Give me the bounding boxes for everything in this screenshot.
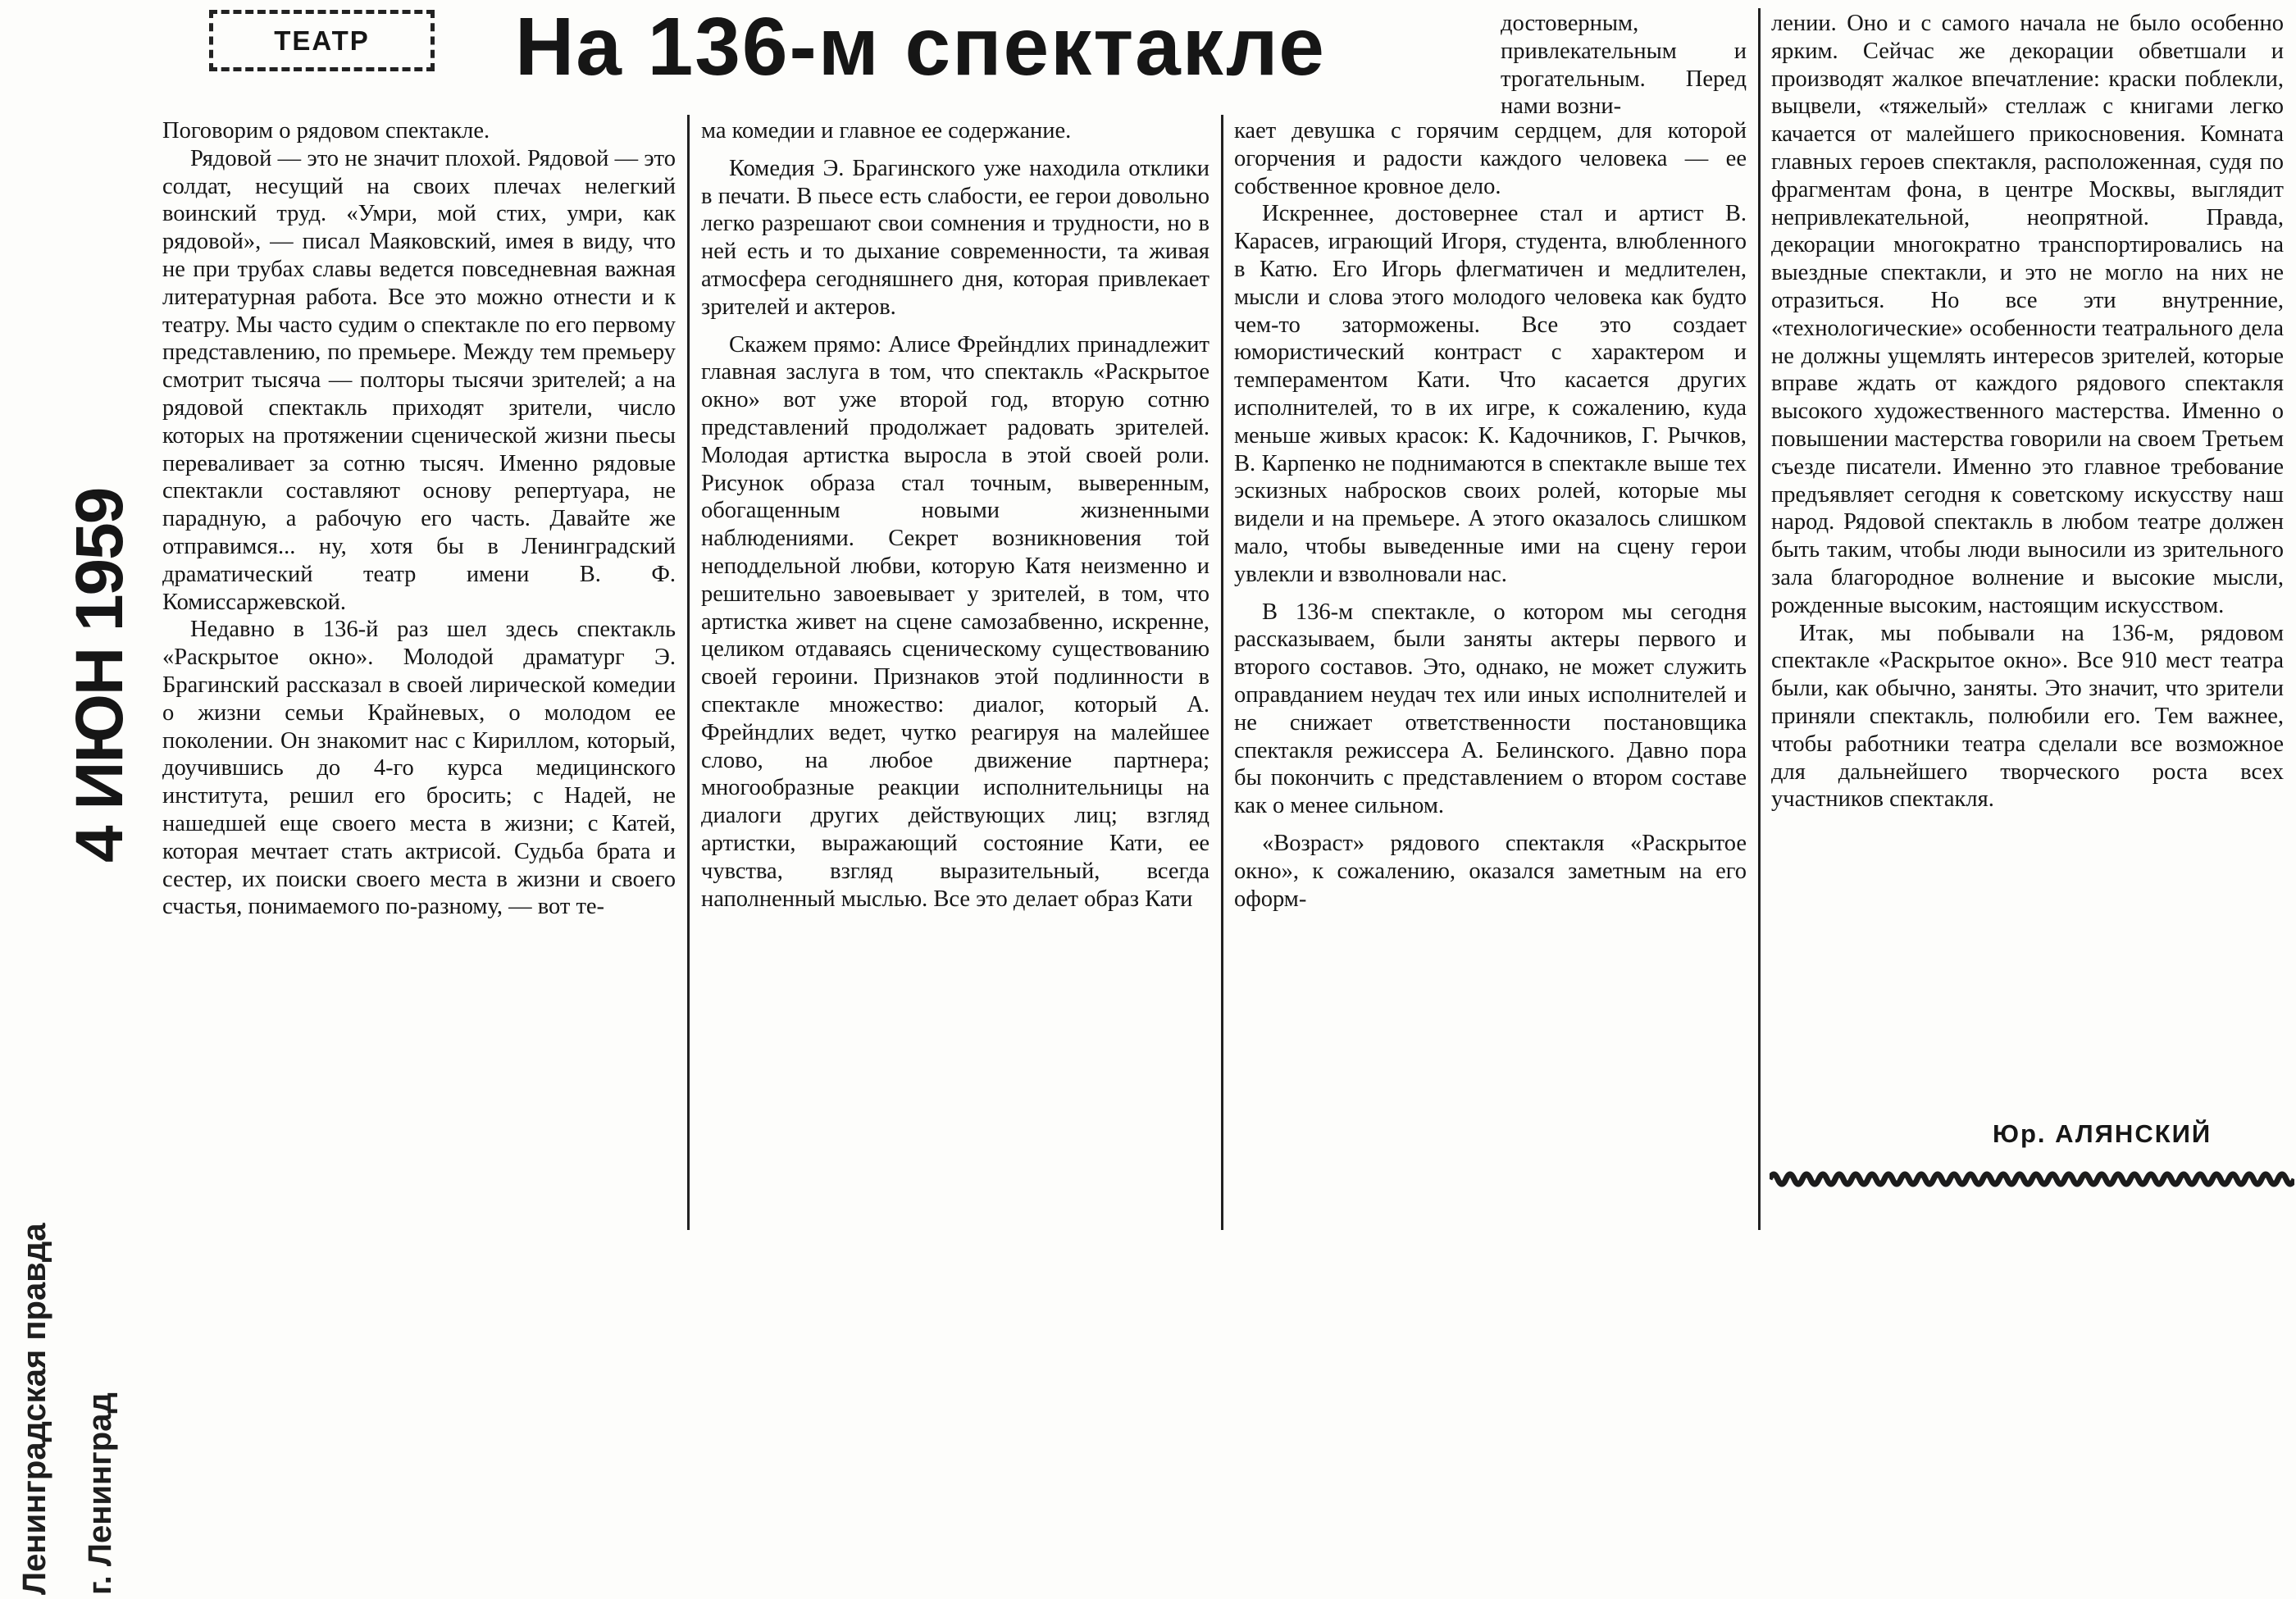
column-divider xyxy=(687,115,690,1230)
article-column-3-top xyxy=(1501,10,1747,123)
rubric-box xyxy=(209,10,435,71)
end-wave-rule xyxy=(1770,1164,2294,1194)
paragraph: В 136-м спектакле, о котором мы сегодня рассказываем, были заняты актеры первого и второго составов. Это, однако, не может служить оправданием неудач тех или иных исполнителей и не снижает ответственности постановщика спектакля режиссера А. Белинского. Давно пора бы покончить с представлением о втором составе как о менее сильном. xyxy=(1234,599,1747,819)
article-column-2 xyxy=(701,117,1210,1232)
paragraph: Рядовой — это не значит плохой. Рядовой — это солдат, несущий на своих плечах нелегкий воинский труд. «Умри, мой стих, умри, как рядовой», — писал Маяковский, имея в виду, что не при трубах славы ведется повседневная важная литературная работа. Все это можно отнести и к театру. Мы часто судим о спектакле по его первому представлению, по премьере. Между тем премьеру смотрит тысяча — полторы тысячи зрителей; а на рядовой спектакль приходят зрители, число которых на протяжении сценической жизни пьесы переваливает за сотню тысяч. Именно рядовые спектакли составляют основу репертуара, не парадную, а рабочую его часть. Давайте же отправимся... ну, хотя бы в Ленинградский драматический театр имени В. Ф. Комиссаржевской. xyxy=(162,145,676,615)
paragraph: достоверным, привлекательным и трогательным. Перед нами возни- xyxy=(1501,11,1747,120)
paragraph: Поговорим о рядовом спектакле. xyxy=(162,118,490,144)
author-signature: Юр. АЛЯНСКИЙ xyxy=(1993,1119,2212,1148)
article-column-4 xyxy=(1771,10,2284,1113)
paragraph: Недавно в 136-й раз шел здесь спектакль «Раскрытое окно». Молодой драматург Э. Брагинский рассказал в своей лирической комедии о жизни семьи Крайневых, о молодом ее поколении. Он знакомит нас с Кириллом, который, доучившись до 4-го курса медицинского института, решил его бросить; с Надей, не нашедшей еще своего места в жизни; с Катей, которая мечтает стать актрисой. Судьба брата и сестер, их поиски своего места в жизни и своего счастья, понимаемого по-разному, — вот те- xyxy=(162,617,676,920)
source-city-text: г. Ленинград xyxy=(82,1392,118,1595)
paragraph: Комедия Э. Брагинского уже находила отклики в печати. В пьесе есть слабости, ее герои довольно легко разрешают свои сомнения и трудности, но в ней есть и то дыхание современности, та живая атмосфера сегодняшнего дня, которая привлекает зрителей и актеров. xyxy=(701,155,1210,320)
column-divider xyxy=(1758,8,1761,1230)
paragraph: кает девушка с горячим сердцем, для которой огорчения и радости каждого человека — ее собственное кровное дело. xyxy=(1234,118,1747,199)
paragraph: лении. Оно и с самого начала не было особенно ярким. Сейчас же декорации обветшали и производят жалкое впечатление: краски поблекли, выцвели, «тяжелый» стеллаж с книгами легко качается от малейшего прикосновения. Комната главных героев спектакля, расположенная, судя по фрагментам фона, в центре Москвы, выглядит непривлекательной, неопрятной. Правда, декорации многократно транспортировались на выездные спектакли, и это не могло на них не отразиться. Но все эти внутренние, «технологические» особенности театрального дела не должны ущемлять интересов зрителей, которые вправе ждать от каждого рядового спектакля высокого художественного мастерства. Именно о повышении мастерства говорили на своем Третьем съезде писатели. Именно это главное требование предъявляет сегодня к советскому искусству наш народ. Рядовой спектакль в любом театре должен быть таким, чтобы люди выносили из зрительного зала благородное волнение и высокие мысли, рожденные высоким, настоящим искусством. xyxy=(1771,11,2284,618)
paragraph: «Возраст» рядового спектакля «Раскрытое окно», к сожалению, оказался заметным на его оформ- xyxy=(1234,830,1747,912)
paragraph: ма комедии и главное ее содержание. xyxy=(701,118,1072,144)
paragraph: Искреннее, достовернее стал и артист В. Карасев, играющий Игоря, студента, влюбленного в Катю. Его Игорь флегматичен и медлителен, мысли и слова этого молодого человека как будто чем-то заторможены. Все это создает юмористический контраст с характером и темпераментом Кати. Что касается других исполнителей, то в их игре, к сожалению, куда меньше живых красок: К. Кадочников, Г. Рычков, В. Карпенко не поднимаются в спектакле выше тех эскизных набросков своих ролей, которые мы видели и на премьере. А этого оказалось слишком мало, чтобы выведенные ими на сцену герои увлекли и взволновали нас. xyxy=(1234,201,1747,587)
source-publication-text: Ленинградская правда xyxy=(16,1223,52,1595)
article-column-3 xyxy=(1234,117,1747,1232)
column-divider xyxy=(1221,115,1223,1230)
article-column-1 xyxy=(162,117,676,1232)
paragraph: Итак, мы побывали на 136-м, рядовом спектакле «Раскрытое окно». Все 910 мест театра были, как обычно, заняты. Это значит, что зрители приняли спектакль, полюбили его. Тем важнее, чтобы работники театра сделали все возможное для дальнейшего творческого роста всех участников спектакля. xyxy=(1771,620,2284,813)
date-stamp-text: 4 ИЮН 1959 xyxy=(62,488,137,863)
paragraph: Скажем прямо: Алисе Фрейндлих принадлежит главная заслуга в том, что спектакль «Раскрытое окно» вот уже второй год, вторую сотню представлений продолжает радовать зрителей. Молодая артистка выросла в этой своей роли. Рисунок образа стал точным, выверенным, обогащенным новыми жизненными наблюдениями. Секрет возникновения той неподдельной любви, которую Катя неизменно и решительно завоевывает у зрителей, в том, что артистка живет на сцене самозабвенно, искренне, целиком отдаваясь сценическому существованию своей героини. Признаков этой подлинности в спектакле множество: диалог, который А. Фрейндлих ведет, чутко реагируя на малейшее слово, на любое движение партнера; многообразные реакции исполнительницы на диалоги других действующих лиц; взгляд артистки, выражающий состояние Кати, ее чувства, взгляд выразительный, всегда наполненный мыслью. Все это делает образ Кати xyxy=(701,331,1210,912)
rubric-label: ТЕАТР xyxy=(274,25,370,56)
headline: На 136-м спектакле xyxy=(515,1,1326,93)
